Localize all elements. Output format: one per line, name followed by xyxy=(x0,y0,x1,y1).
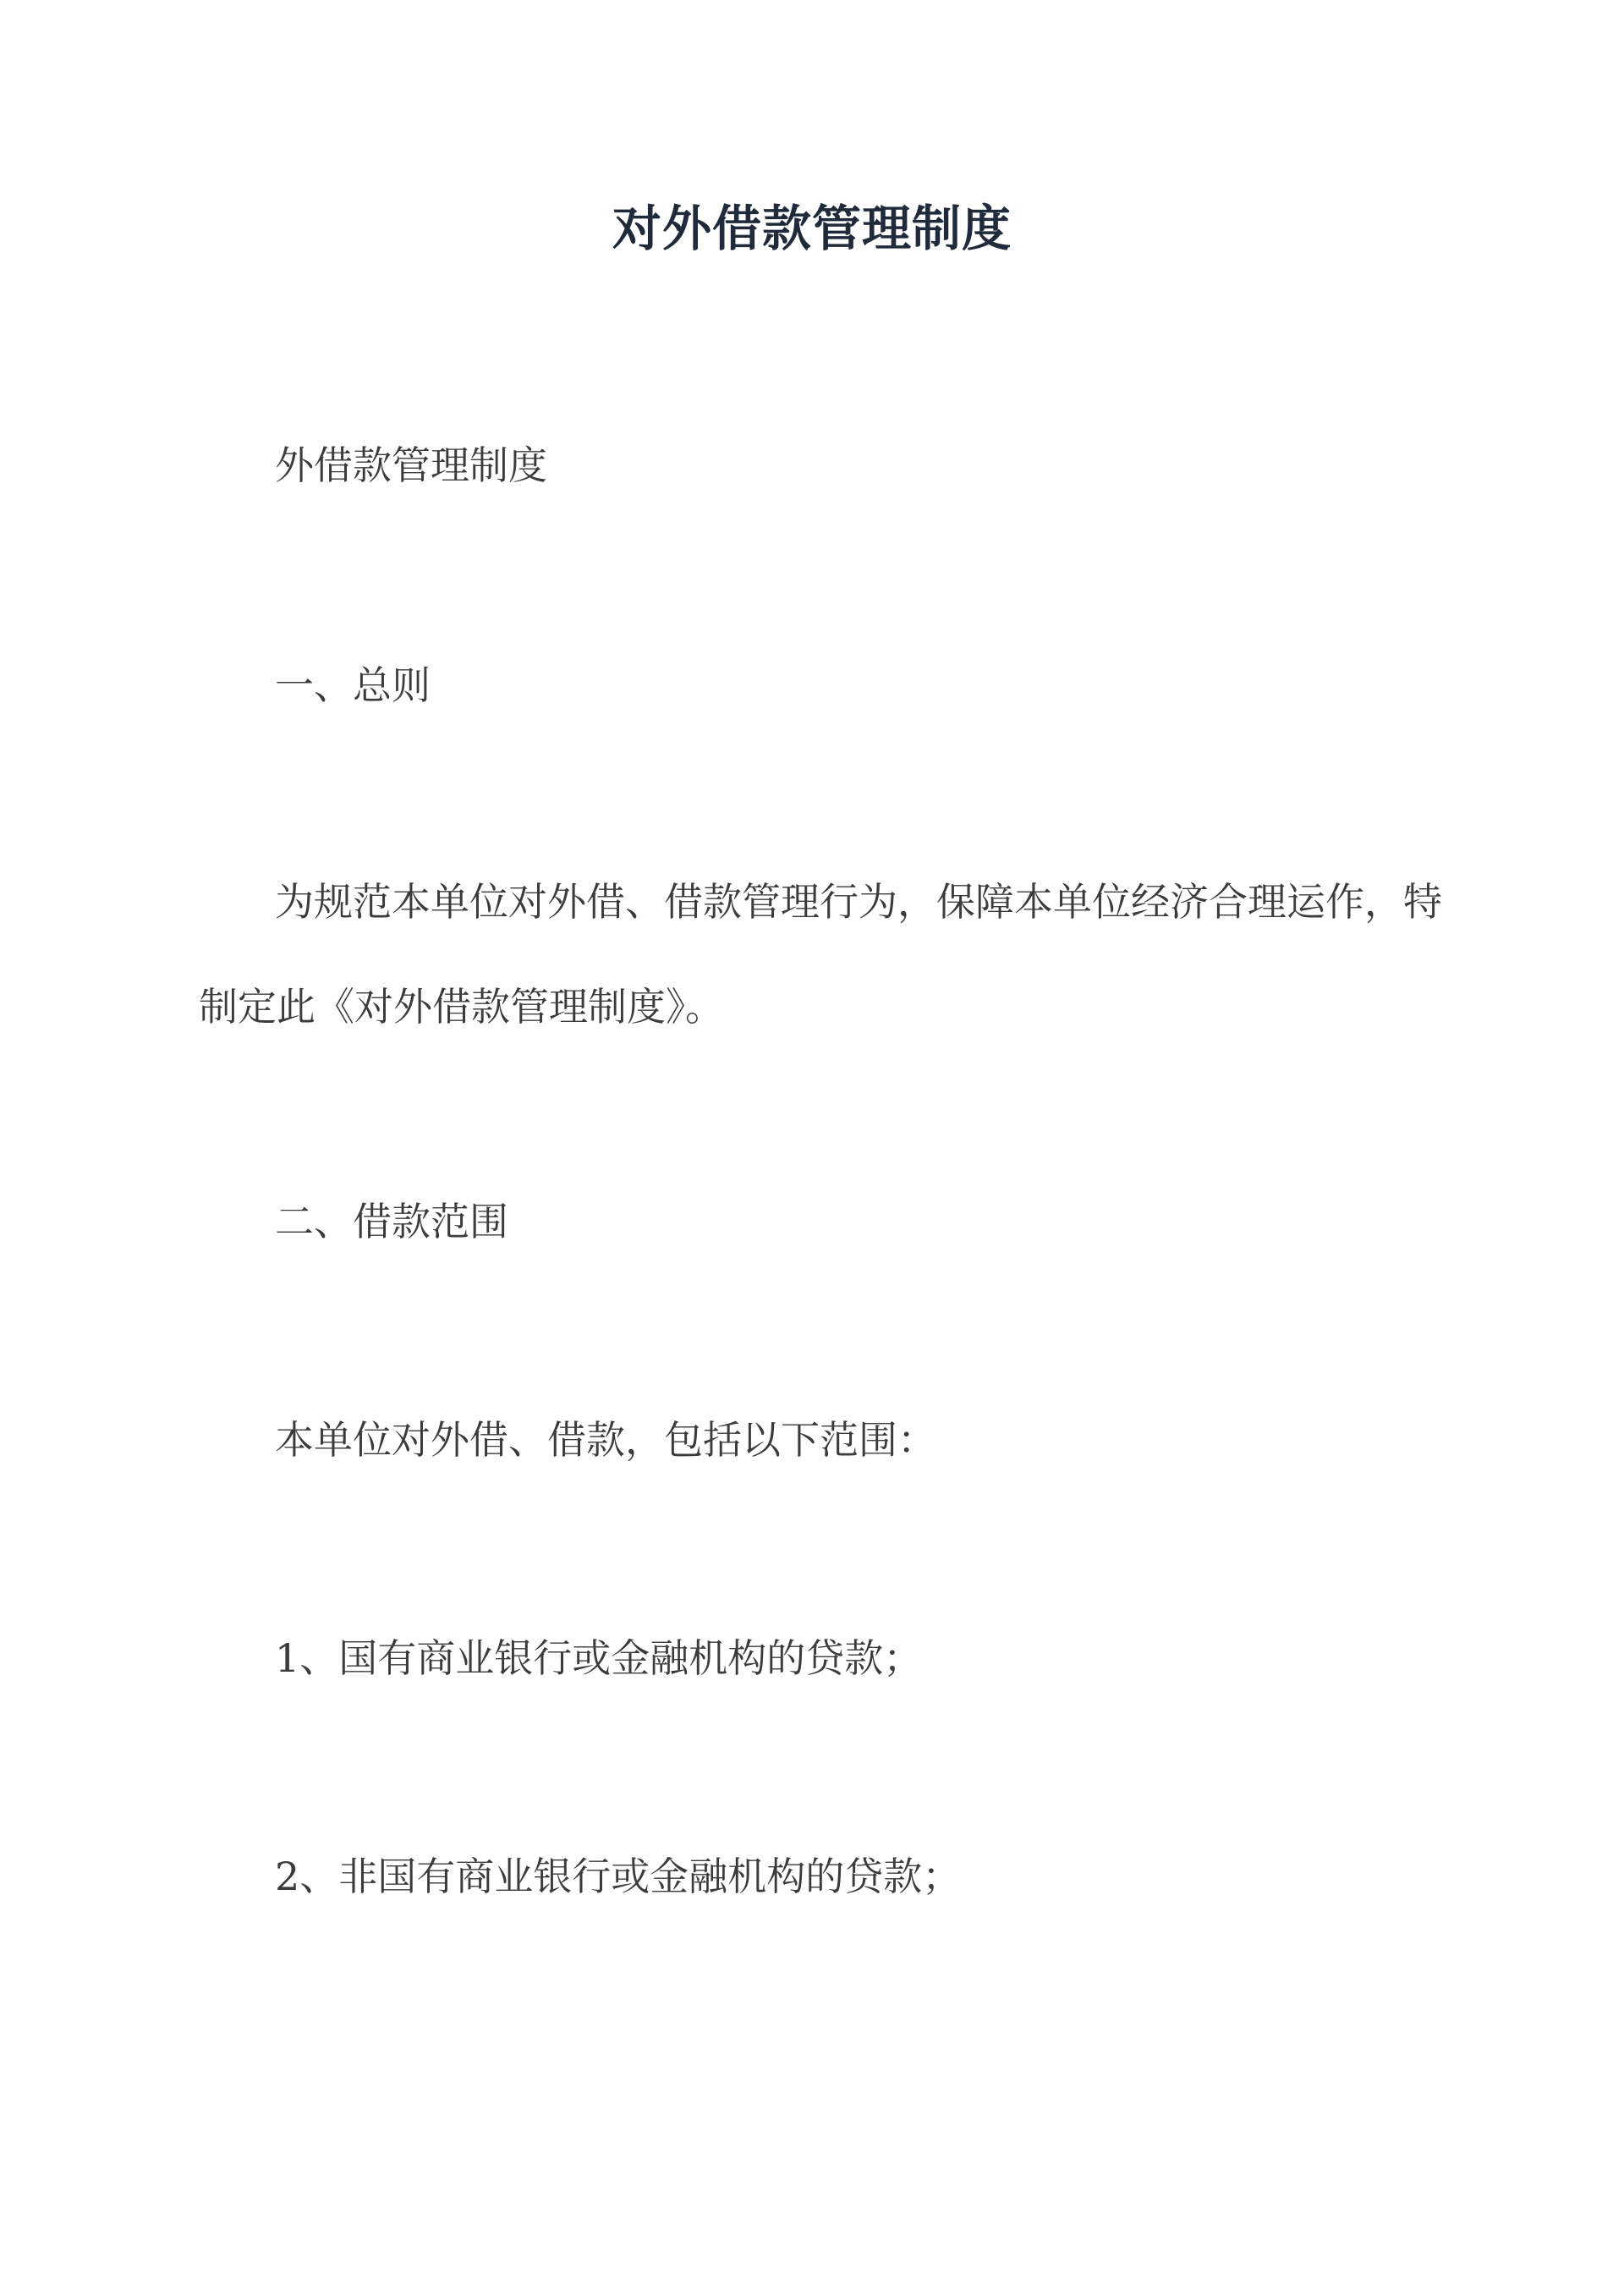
document-subtitle: 外借款管理制度 xyxy=(275,442,547,488)
list-item: 2、非国有商业银行或金融机构的贷款； xyxy=(275,1854,962,1899)
paragraph-scope-intro: 本单位对外借、借款，包括以下范围： xyxy=(275,1417,936,1463)
section-heading-general: 一、总则 xyxy=(275,662,431,708)
paragraph-purpose-line-1: 为规范本单位对外借、借款管理行为，保障本单位经济合理运作，特 xyxy=(275,879,1442,925)
list-item: 1、国有商业银行或金融机构的贷款； xyxy=(275,1635,923,1681)
section-heading-scope: 二、借款范围 xyxy=(275,1199,508,1244)
paragraph-purpose-line-2: 制定此《对外借款管理制度》。 xyxy=(199,984,724,1030)
document-title: 对外借款管理制度 xyxy=(612,200,1012,257)
